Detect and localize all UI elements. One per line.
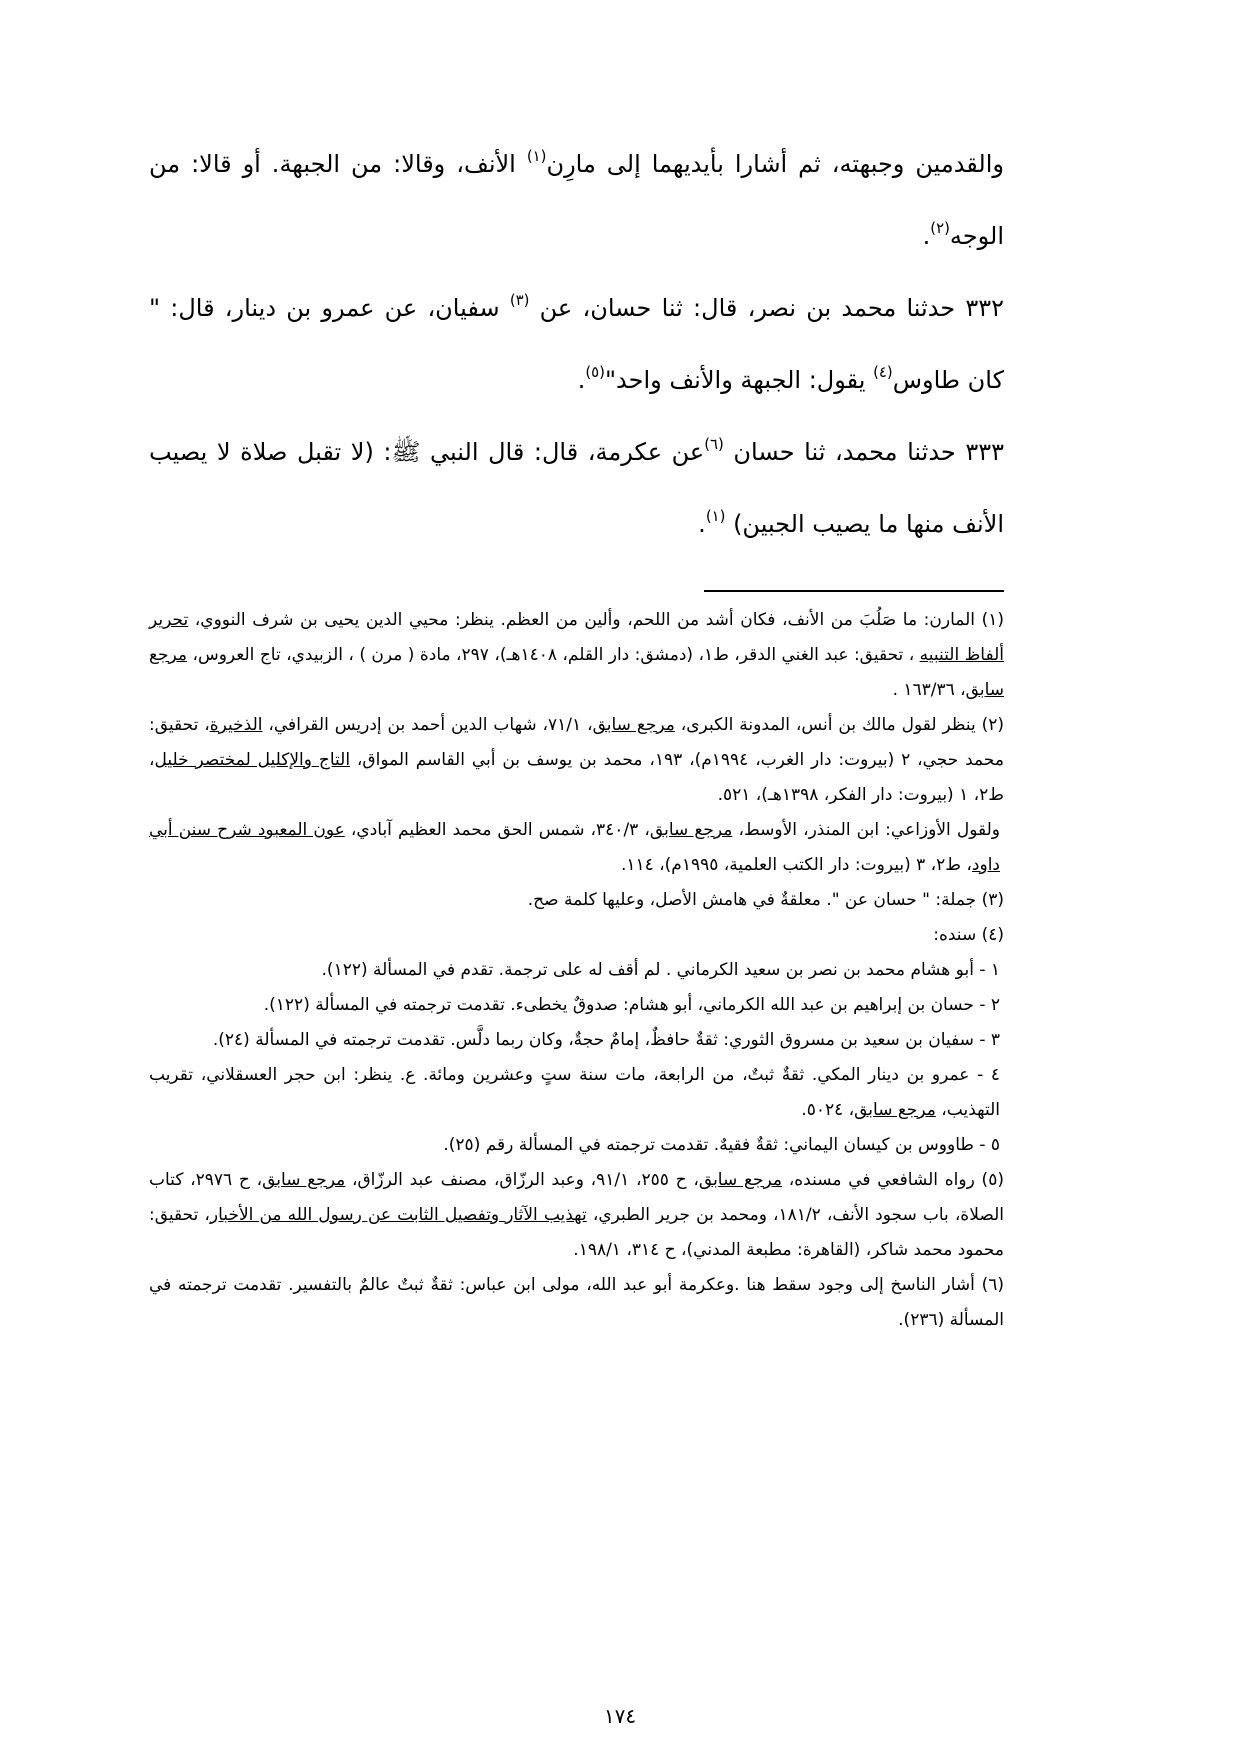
footnote-separator: [704, 590, 1004, 592]
main-text: [149, 128, 1004, 560]
footnote-4-item-4: ٤ - عمرو بن دينار المكي. ثقةٌ ثبتٌ، من الرابعة، مات سنة ستٍ وعشرين ومائة. ع. ينظر: ابن حجر العسقلاني، تقريب التهذيب، مرجع سابق، ٥٠٢٤.: [149, 1065, 1000, 1120]
paragraph-1: والقدمين وجبهته، ثم أشارا بأيديهما إلى مارِن$^{(١)}$ الأنف، وقالا: من الجبهة. أو قالا: من الوجه$^{(٢)}$.: [149, 146, 1005, 250]
footnote-ref-7: (١): [705, 506, 726, 525]
footnote-4: (٤) سنده:: [933, 925, 1004, 945]
footnote-2: (٢) ينظر لقول مالك بن أنس، المدونة الكبرى، مرجع سابق، ٧١/١، شهاب الدين أحمد بن إدريس القرافي، الذخيرة، تحقيق: محمد حجي، ٢ (بيروت: دار الغرب، ١٩٩٤م)، ١٩٣، محمد بن يوسف بن أبي القاسم المواق، التاج والإكليل لمختصر خليل، ط٢، ١ (بيروت: دار الفكر، ١٣٩٨هـ)، ٥٢١.: [149, 715, 1004, 805]
footnotes: [149, 603, 1004, 1338]
footnote-ref-4: (٤): [873, 362, 893, 381]
footnote-4-item-5: ٥ - طاووس بن كيسان اليماني: ثقةٌ فقيهٌ. تقدمت ترجمته في المسألة رقم (٢٥).: [443, 1135, 1000, 1155]
footnote-ref-2: (٢): [930, 218, 950, 237]
paragraph-332: ٣٣٢ حدثنا محمد بن نصر، قال: ثنا حسان، عن $^{(٣)}$ سفيان، عن عمرو بن دينار، قال: " كان طاوس$^{(٤)}$ يقول: الجبهة والأنف واحد"$^{(٥)}$.: [149, 290, 1005, 394]
paragraph-333: ٣٣٣ حدثنا محمد، ثنا حسان $^{(٦)}$عن عكرمة، قال: قال النبي ﷺ: (لا تقبل صلاة لا يصيب الأنف منها ما يصيب الجبين) $^{(١)}$.: [149, 434, 1004, 538]
footnote-6: (٦) أشار الناسخ إلى وجود سقط هنا .وعكرمة أبو عبد الله، مولى ابن عباس: ثقةٌ ثبتٌ عالمٌ بالتفسير. تقدمت ترجمته في المسألة (٢٣٦).: [149, 1275, 1004, 1330]
footnote-5: (٥) رواه الشافعي في مسنده، مرجع سابق، ح ٢٥٥، ٩١/١، وعبد الرزّاق، مصنف عبد الرزّاق، مرجع سابق، ح ٢٩٧٦، كتاب الصلاة، باب سجود الأنف، ١٨١/٢، ومحمد بن جرير الطبري، تهذيب الآثار وتفصيل الثابت عن رسول الله من الأخبار، تحقيق: محمود محمد شاكر، (القاهرة: مطبعة المدني)، ح ٣١٤، ١٩٨/١.: [149, 1170, 1005, 1260]
footnote-ref-3: (٣): [509, 290, 530, 309]
footnote-3: (٣) جملة: " حسان عن ". معلقةٌ في هامش الأصل، وعليها كلمة صح.: [527, 890, 1004, 910]
footnote-ref-5: (٥): [585, 362, 605, 381]
footnote-4-item-1: ١ - أبو هشام محمد بن نصر بن سعيد الكرماني . لم أقف له على ترجمة. تقدم في المسألة (١٢٢).: [321, 960, 1000, 980]
footnote-ref-6: (٦): [704, 434, 724, 453]
footnote-1: (١) المارن: ما صَلُبَ من الأنف، فكان أشد من اللحم، وألين من العظم. ينظر: محيي الدين يحيى بن شرف النووي، تحرير ألفاظ التنبيه ، تحقيق: عبد الغني الدقر، ط١، (دمشق: دار القلم، ١٤٠٨هـ)، ٢٩٧، مادة ( مرن ) ، الزبيدي، تاج العروس، مرجع سابق، ١٦٣/٣٦ .: [149, 610, 1004, 700]
page-number: ١٧٤: [603, 1704, 637, 1728]
footnote-ref-1: (١): [526, 146, 547, 165]
footnote-2-continuation: ولقول الأوزاعي: ابن المنذر، الأوسط، مرجع سابق، ٣٤٠/٣، شمس الحق محمد العظيم آبادي، عون المعبود شرح سنن أبي داود، ط٢، ٣ (بيروت: دار الكتب العلمية، ١٩٩٥م)، ١١٤.: [149, 820, 1001, 875]
footnote-4-item-2: ٢ - حسان بن إبراهيم بن عبد الله الكرماني، أبو هشام: صدوقٌ يخطىء. تقدمت ترجمته في المسألة (١٢٢).: [263, 995, 1000, 1015]
footnote-4-item-3: ٣ - سفيان بن سعيد بن مسروق الثوري: ثقةٌ حافظٌ، إمامٌ حجةٌ، وكان ربما دلَّس. تقدمت ترجمته في المسألة (٢٤).: [212, 1030, 1000, 1050]
